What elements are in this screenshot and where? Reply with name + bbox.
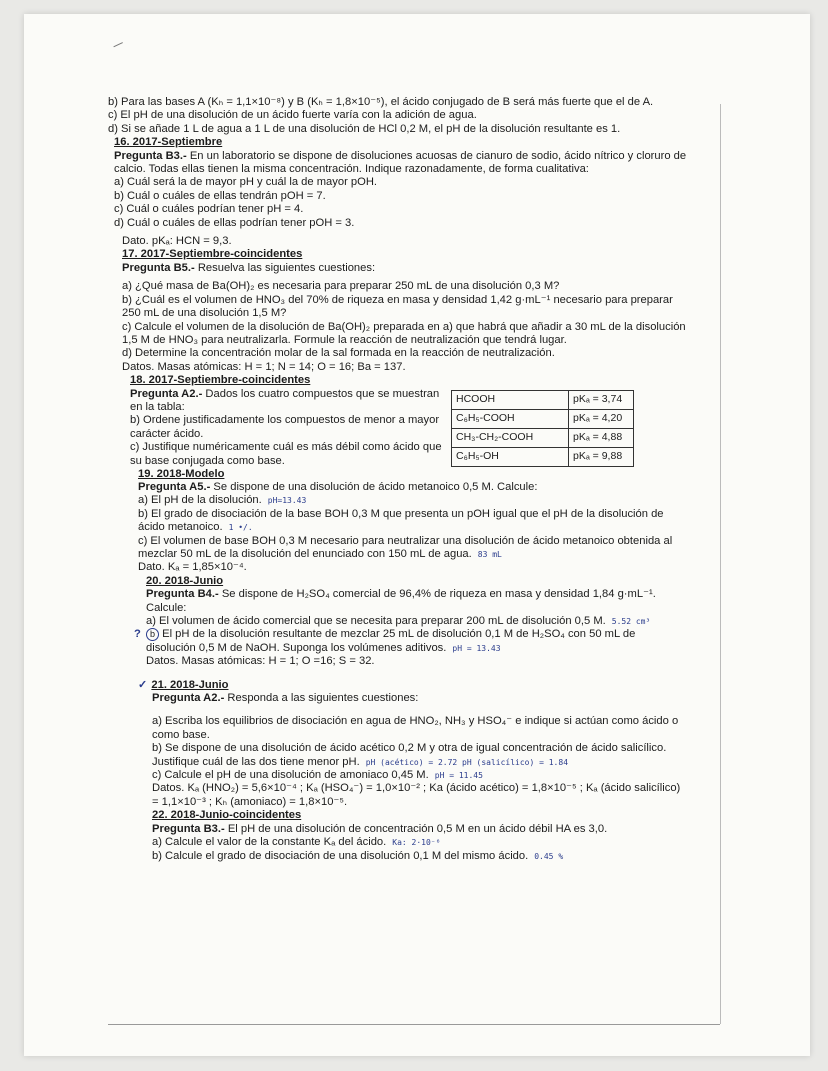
question-label: Pregunta A2.- — [152, 692, 225, 705]
pka-cell: pKₐ = 9,88 — [569, 447, 634, 466]
item-b: b) ¿Cuál es el volumen de HNO₃ del 70% de riqueza en masa y densidad 1,42 g·mL⁻¹ necesario para preparar 250 mL de una disolución 1,5 M? — [122, 293, 673, 320]
question-19 — [108, 468, 688, 575]
item-d: d) Cuál o cuáles de ellas podrían tener pOH = 3. — [114, 216, 355, 229]
question-heading: 18. 2017-Septiembre-coincidentes — [130, 374, 311, 387]
handwritten-answer: 5.52 cm³ — [611, 617, 651, 626]
question-text: Responda a las siguientes cuestiones: — [224, 692, 419, 705]
handwritten-answer: pH = 11.45 — [434, 771, 483, 781]
item-b: b) Calcule el grado de disociación de una disolución 0,1 M del mismo ácido. — [152, 849, 529, 862]
pka-table — [451, 390, 634, 467]
compound-cell: C₆H₅-COOH — [452, 409, 569, 428]
question-21 — [108, 679, 688, 810]
question-heading: 17. 2017-Septiembre-coincidentes — [122, 248, 303, 261]
item-b: b) Ordene justificadamente los compuestos de menor a mayor carácter ácido. — [130, 414, 440, 440]
question-label: Pregunta A2.- — [130, 387, 203, 400]
handwritten-answer: pH (acético) = 2.72 pH (salicílico) = 1.84 — [365, 757, 569, 767]
item-b: b) El grado de disociación de la base BOH 0,3 M que presenta un pOH igual que el pH de la disolución de ácido metanoico. — [138, 507, 664, 534]
question-16 — [108, 136, 688, 248]
compound-cell: CH₃-CH₂-COOH — [452, 428, 569, 447]
pka-cell: pKₐ = 4,88 — [569, 428, 634, 447]
item-b: El pH de la disolución resultante de mezclar 25 mL de disolución 0,1 M de H₂SO₄ con 50 mL de disolución 0,5 M de NaOH. Suponga los volúmenes aditivos. — [146, 628, 636, 654]
item-c: c) Cuál o cuáles podrían tener pH = 4. — [114, 203, 304, 216]
item-d: d) Determine la concentración molar de la sal formada en la reacción de neutralización. — [122, 347, 555, 360]
question-label: Pregunta A5.- — [138, 480, 211, 493]
question-label: Pregunta B4.- — [146, 588, 219, 601]
handwritten-answer: 83 mL — [477, 549, 502, 559]
handwritten-answer: 0.45 % — [534, 851, 564, 861]
table-row — [452, 390, 634, 409]
question-with-table — [108, 388, 688, 468]
data-line: Dato. pKₐ: HCN = 9,3. — [122, 235, 232, 248]
item-a: a) Calcule el valor de la constante Kₐ del ácido. — [152, 836, 387, 849]
item-b: b) Cuál o cuáles de ellas tendrán pOH = 7. — [114, 189, 326, 202]
question-label: Pregunta B3.- — [114, 149, 187, 162]
question-17 — [108, 248, 688, 374]
handwritten-answer: Ka: 2·10⁻⁶ — [392, 838, 441, 848]
item-c: c) Calcule el pH de una disolución de amoniaco 0,45 M. — [152, 769, 429, 782]
table-row — [452, 409, 634, 428]
item-b: b) Se dispone de una disolución de ácido acético 0,2 M y otra de igual concentración de ácido salicílico. Justifique cuál de las dos tiene menor pH. — [152, 742, 667, 768]
document-body — [108, 96, 688, 863]
item-a: a) Escriba los equilibrios de disociación en agua de HNO₂, NH₃ y HSO₄⁻ e indique si actúan como ácido o como base. — [152, 715, 679, 741]
page-bottom-line — [108, 1024, 720, 1025]
statement-c: c) El pH de una disolución de un ácido fuerte varía con la adición de agua. — [108, 109, 477, 122]
statement-d: d) Si se añade 1 L de agua a 1 L de una disolución de HCl 0,2 M, el pH de la disolución resultante es 1. — [108, 122, 621, 135]
question-heading: 20. 2018-Junio — [146, 574, 224, 587]
item-a: a) El pH de la disolución. — [138, 494, 262, 507]
pka-cell: pKₐ = 3,74 — [569, 390, 634, 409]
item-a: a) ¿Qué masa de Ba(OH)₂ es necesaria para preparar 250 mL de una disolución 0,3 M? — [122, 280, 560, 293]
question-heading: 21. 2018-Junio — [151, 678, 229, 691]
item-a: a) Cuál será la de mayor pH y cuál la de mayor pOH. — [114, 176, 378, 189]
handwritten-answer: 1 •/. — [228, 523, 253, 533]
compound-cell: HCOOH — [452, 390, 569, 409]
data-line: Dato. Kₐ = 1,85×10⁻⁴. — [138, 561, 247, 574]
question-heading: 16. 2017-Septiembre — [114, 136, 223, 149]
data-line: Datos. Masas atómicas: H = 1; N = 14; O = 16; Ba = 137. — [122, 360, 406, 373]
table-row — [452, 447, 634, 466]
item-a: a) El volumen de ácido comercial que se necesita para preparar 200 mL de disolución 0,5 M. — [146, 615, 606, 627]
question-heading: 19. 2018-Modelo — [138, 467, 225, 480]
question-mark-annotation: ? — [134, 628, 141, 641]
item-c: c) Calcule el volumen de la disolución de Ba(OH)₂ preparada en a) que habrá que añadir a 30 mL de la disolución 1,5 M de HNO₃ para neutralizarla. Formule la reacción de neutralización que tendrá lugar. — [122, 320, 686, 346]
data-line: Datos. Kₐ (HNO₂) = 5,6×10⁻⁴ ; Kₐ (HSO₄⁻) = 1,0×10⁻² ; Ka (ácido acético) = 1,8×10⁻⁵ ; Kₐ (ácido salicílico) = 1,1×10⁻³ ; Kₕ (amoniaco) = 1,8×10⁻⁵. — [152, 782, 681, 808]
page-edge-line — [720, 104, 721, 1024]
question-text: En un laboratorio se dispone de disoluciones acuosas de cianuro de sodio, ácido nítrico y cloruro de calcio. Todas ellas tienen la misma concentración. Indique razonadamente, de forma cualitativa: — [114, 149, 687, 176]
item-c: c) El volumen de base BOH 0,3 M necesario para neutralizar una disolución de ácido metanoico obtenida al mezclar 50 mL de la disolución del enunciado con 150 mL de agua. — [138, 534, 673, 560]
question-20 — [108, 575, 688, 669]
handwritten-answer: pH=13.43 — [267, 496, 307, 506]
question-label: Pregunta B5.- — [122, 261, 195, 274]
question-label: Pregunta B3.- — [152, 822, 225, 835]
question-text: Dados los cuatro compuestos que se muestran en la tabla: — [130, 387, 440, 413]
question-text: Resuelva las siguientes cuestiones: — [194, 261, 376, 274]
question-text: El pH de una disolución de concentración 0,5 M en un ácido débil HA es 3,0. — [224, 822, 608, 835]
pka-cell: pKₐ = 4,20 — [569, 409, 634, 428]
data-line: Datos. Masas atómicas: H = 1; O =16; S = 32. — [146, 655, 375, 668]
question-text: Se dispone de H₂SO₄ comercial de 96,4% de riqueza en masa y densidad 1,84 g·mL⁻¹. Calcule: — [146, 588, 656, 614]
circled-letter-b: b — [146, 628, 159, 641]
compound-cell: C₆H₅-OH — [452, 447, 569, 466]
table-row — [452, 428, 634, 447]
question-22 — [108, 809, 688, 863]
question-text: Se dispone de una disolución de ácido metanoico 0,5 M. Calcule: — [210, 480, 538, 493]
handwritten-answer: pH = 13.43 — [452, 643, 501, 653]
statement-b: b) Para las bases A (Kₕ = 1,1×10⁻⁸) y B (Kₕ = 1,8×10⁻⁵), el ácido conjugado de B será más fuerte que el de A. — [108, 96, 654, 108]
question-18 — [108, 374, 688, 467]
check-mark-icon: ✓ — [138, 678, 148, 691]
question-heading: 22. 2018-Junio-coincidentes — [152, 809, 302, 822]
item-c: c) Justifique numéricamente cuál es más débil como ácido que su base conjugada como base. — [130, 441, 442, 467]
